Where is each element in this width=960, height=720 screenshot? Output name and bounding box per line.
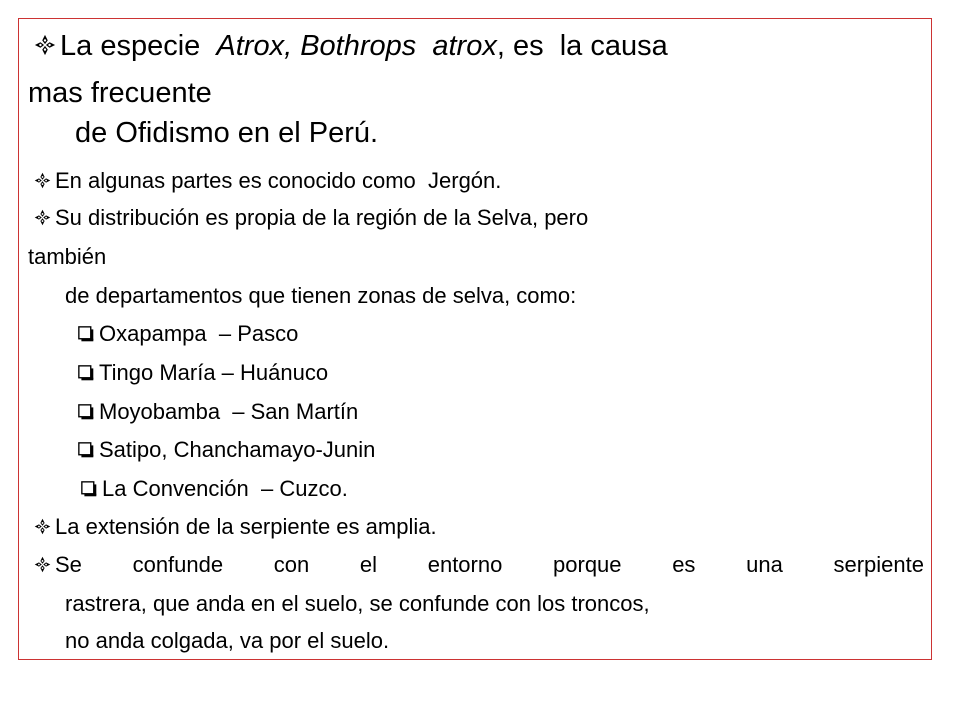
- checkbox-bullet-icon: [78, 360, 95, 386]
- paragraph-1-line-1: [34, 30, 668, 63]
- sub-item: [78, 437, 375, 463]
- sub-item-label: Tingo María – Huánuco: [99, 360, 329, 385]
- checkbox-bullet-icon: [78, 399, 95, 425]
- paragraph-3-line-1: [34, 205, 588, 231]
- sub-item: [81, 476, 348, 502]
- sub-item-label: Satipo, Chanchamayo-Junin: [99, 437, 376, 462]
- sub-item-label: La Convención – Cuzco.: [102, 476, 348, 501]
- paragraph-3-line-2: también: [28, 244, 107, 269]
- paragraph-3-text: Su distribución es propia de la región de la Selva, pero: [55, 205, 589, 230]
- paragraph-5-text: Se confunde con el entorno porque es una serpiente: [55, 552, 924, 577]
- paragraph-2-text: En algunas partes es conocido como Jergón.: [55, 168, 502, 193]
- paragraph-5-line-3: no anda colgada, va por el suelo.: [65, 628, 390, 653]
- sub-item-label: Oxapampa – Pasco: [99, 321, 299, 346]
- diamond-bullet-icon: [34, 205, 51, 231]
- paragraph-2: [34, 168, 501, 194]
- paragraph-3-line-3: de departamentos que tienen zonas de selva, como:: [65, 283, 577, 308]
- sub-item: [78, 399, 358, 425]
- diamond-bullet-icon: [34, 168, 51, 194]
- checkbox-bullet-icon: [78, 321, 95, 347]
- sub-item-label: Moyobamba – San Martín: [99, 399, 359, 424]
- paragraph-4-text: La extensión de la serpiente es amplia.: [55, 514, 437, 539]
- paragraph-1-line-2: mas frecuente: [28, 77, 212, 109]
- sub-item: [78, 321, 298, 347]
- diamond-bullet-icon: [34, 514, 51, 540]
- sub-item: [78, 360, 328, 386]
- paragraph-1-line-3: de Ofidismo en el Perú.: [75, 117, 379, 149]
- checkbox-bullet-icon: [81, 476, 98, 502]
- diamond-bullet-icon: [34, 552, 51, 578]
- paragraph-1-text-b: , es la causa: [496, 30, 668, 62]
- paragraph-4: [34, 514, 437, 540]
- paragraph-5-line-2: rastrera, que anda en el suelo, se confunde con los troncos,: [65, 591, 650, 616]
- paragraph-5-line-1: [34, 552, 924, 578]
- paragraph-1-text-a: La especie: [60, 30, 217, 62]
- diamond-bullet-icon: [34, 30, 56, 63]
- paragraph-1-species-italic: Atrox, Bothrops atrox: [216, 30, 497, 62]
- checkbox-bullet-icon: [78, 437, 95, 463]
